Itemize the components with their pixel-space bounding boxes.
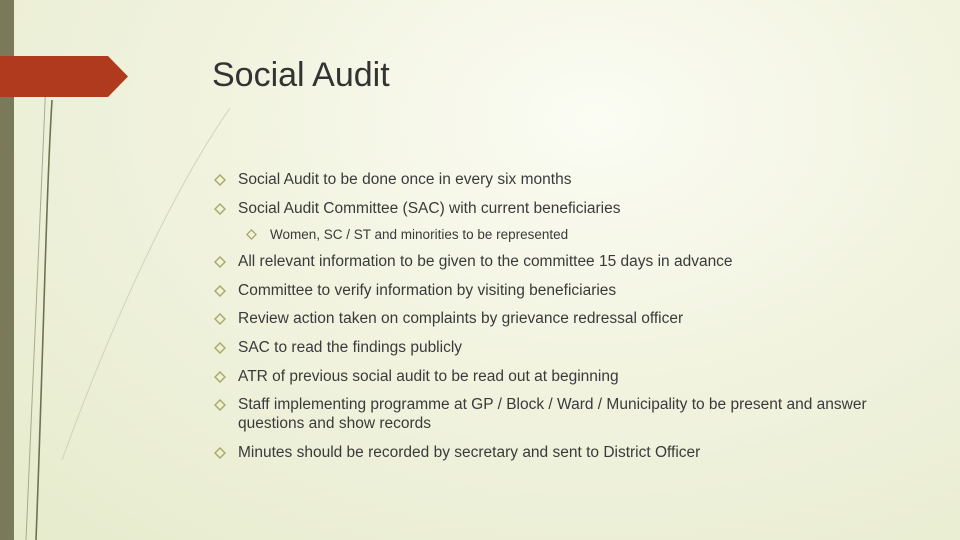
bullet-item [214, 338, 894, 357]
diamond-bullet-icon [214, 342, 226, 354]
sub-bullet-item [246, 226, 894, 243]
bullet-text: All relevant information to be given to the committee 15 days in advance [238, 253, 733, 271]
bullet-item [214, 199, 894, 218]
slide-title: Social Audit [212, 56, 390, 94]
bullet-item [214, 309, 894, 328]
bullet-item [214, 252, 894, 271]
diamond-bullet-icon [214, 203, 226, 215]
bullet-text: Minutes should be recorded by secretary and sent to District Officer [238, 443, 701, 461]
diamond-bullet-icon [214, 447, 226, 459]
diamond-bullet-icon [214, 256, 226, 268]
diamond-bullet-icon [214, 313, 226, 325]
title-accent-arrow [0, 56, 128, 97]
diamond-bullet-icon [214, 285, 226, 297]
bullet-text: Staff implementing programme at GP / Block / Ward / Municipality to be present and answer questions and show records [238, 396, 867, 433]
bullet-list [214, 170, 894, 471]
bullet-text: Social Audit to be done once in every six months [238, 171, 572, 188]
sub-bullet-text: Women, SC / ST and minorities to be represented [270, 227, 569, 243]
bullet-text: Committee to verify information by visiting beneficiaries [238, 281, 617, 299]
diamond-bullet-icon [246, 229, 257, 240]
bullet-item [214, 395, 894, 433]
bullet-item [214, 367, 894, 386]
bullet-item [214, 281, 894, 300]
bullet-item [214, 443, 894, 462]
diamond-bullet-icon [214, 174, 226, 186]
bullet-text: Review action taken on complaints by grievance redressal officer [238, 310, 684, 328]
diamond-bullet-icon [214, 399, 226, 411]
bullet-text: Social Audit Committee (SAC) with current beneficiaries [238, 199, 621, 217]
bullet-text: ATR of previous social audit to be read out at beginning [238, 367, 619, 385]
bullet-text: SAC to read the findings publicly [238, 338, 463, 356]
diamond-bullet-icon [214, 371, 226, 383]
bullet-item [214, 170, 894, 189]
